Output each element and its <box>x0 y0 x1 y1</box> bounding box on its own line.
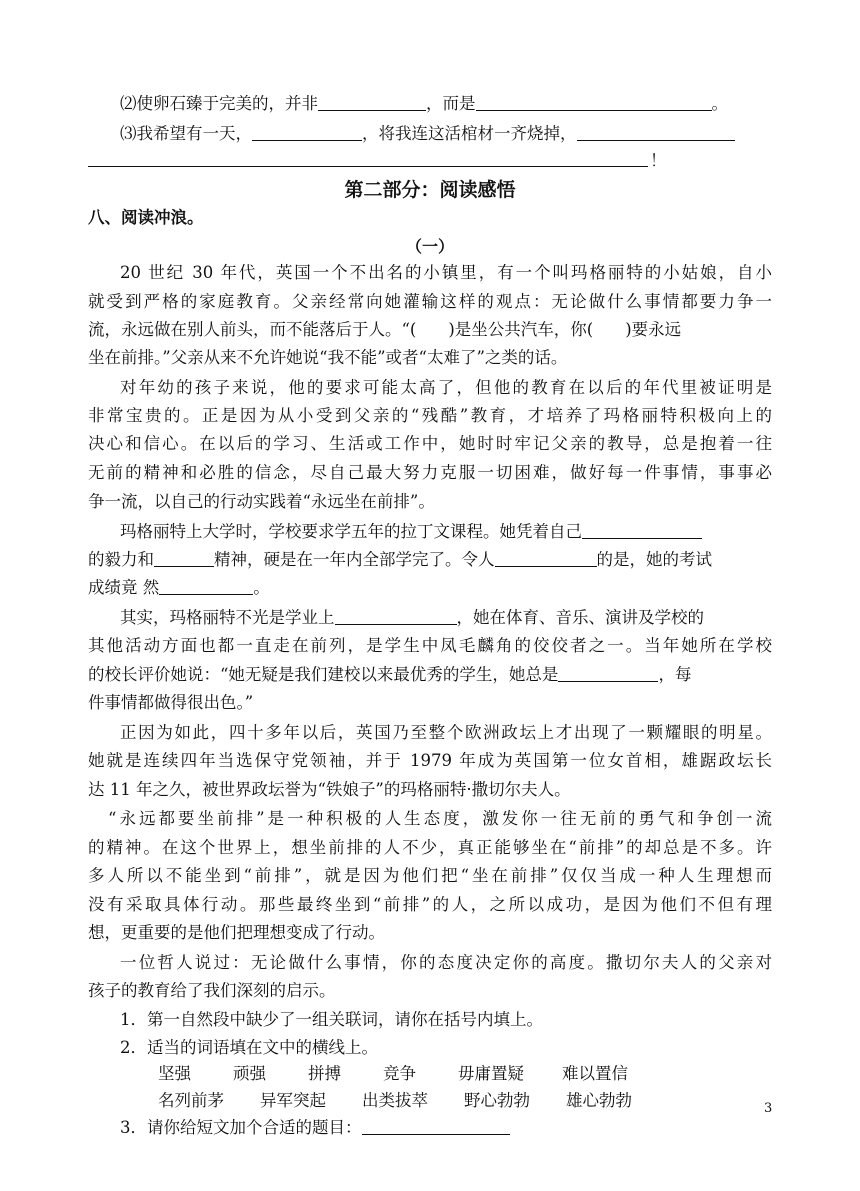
word-bank-item: 坚强 <box>158 1064 191 1083</box>
paragraph-1-line: 就受到严格的家庭教育。父亲经常向她灌输这样的观点：无论做什么事情都要力争一 <box>88 292 772 311</box>
paragraph-4-line: 的校长评价她说：“她无疑是我们建校以来最优秀的学生，她总是 ，每 <box>88 665 692 684</box>
fill-question-3: ⑶我希望有一天， ，将我连这活棺材一齐烧掉， <box>120 123 772 145</box>
paragraph-5-line: 正因为如此，四十多年以后，英国乃至整个欧洲政坛上才出现了一颗耀眼的明星。 <box>120 723 772 742</box>
answer-blank[interactable] <box>154 551 214 567</box>
answer-blank[interactable] <box>318 95 426 111</box>
word-bank-row-1 <box>158 1063 628 1085</box>
fill-question-2: ⑵使卵石臻于完美的，并非 ，而是 。 <box>120 94 728 113</box>
paragraph-2-line: 对年幼的孩子来说，他的要求可能太高了，但他的教育在以后的年代里被证明是 <box>120 378 772 397</box>
word-bank-item: 野心勃勃 <box>464 1091 530 1110</box>
question-2: 2．适当的词语填在文中的横线上。 <box>120 1038 378 1057</box>
answer-blank[interactable] <box>159 579 253 595</box>
paragraph-3-line: 成绩竟 然 。 <box>88 578 270 597</box>
word-bank-item: 异军突起 <box>260 1091 326 1110</box>
paragraph-4-line: 其实，玛格丽特不光是学业上 ，她在体育、音乐、演讲及学校的 <box>120 608 704 627</box>
passage-number: （一） <box>405 237 454 256</box>
word-bank-item: 拼搏 <box>308 1064 341 1083</box>
paragraph-4-line: 其他活动方面也都一直走在前列，是学生中凤毛麟角的佼佼者之一。当年她所在学校 <box>88 636 772 655</box>
paragraph-3-line: 的毅力和 精神，硬是在一年内全部学完了。令人 的是，她的考试 <box>88 550 712 569</box>
word-bank-item: 竞争 <box>383 1064 416 1083</box>
paragraph-7-line: 孩子的教育给了我们深刻的启示。 <box>88 981 336 1000</box>
question-3: 3．请你给短文加个合适的题目： <box>120 1117 772 1139</box>
title-answer-blank[interactable] <box>362 1119 510 1135</box>
paragraph-5-line: 达 11 年之久，被世界政坛誉为“铁娘子”的玛格丽特·撒切尔夫人。 <box>88 780 571 799</box>
paragraph-6-line: 多人所以不能坐到“前排”，就是因为他们把“坐在前排”仅仅当成一种人生理想而 <box>88 866 772 885</box>
paragraph-6-line: 的精神。在这个世界上，想坐前排的人不少，真正能够坐在“前排”的却总是不多。许 <box>88 838 772 857</box>
paragraph-7-line: 一位哲人说过：无论做什么事情，你的态度决定你的高度。撒切尔夫人的父亲对 <box>120 953 772 972</box>
paragraph-2-line: 非常宝贵的。正是因为从小受到父亲的“残酷”教育，才培养了玛格丽特积极向上的 <box>88 406 772 425</box>
answer-blank[interactable] <box>495 551 597 567</box>
paragraph-6-line: 没有采取具体行动。那些最终坐到“前排”的人，之所以成功，是因为他们不但有理 <box>88 895 772 914</box>
paragraph-1-line: 坐在前排。”父亲从来不允许她说“我不能”或者“太难了”之类的话。 <box>88 348 568 367</box>
paragraph-1-line: 流，永远做在别人前头，而不能落后于人。“( )是坐公共汽车，你( )要永远 <box>88 320 682 339</box>
section-title: 八、阅读冲浪。 <box>88 208 204 227</box>
part-title: 第二部分：阅读感悟 <box>344 179 516 201</box>
paragraph-6-line: “永远都要坐前排”是一种积极的人生态度，激发你一往无前的勇气和争创一流 <box>108 809 772 828</box>
word-bank-row-2 <box>158 1090 632 1112</box>
answer-blank[interactable] <box>577 125 735 141</box>
fill-question-3-end: ！ <box>650 151 667 170</box>
word-bank-item: 出类拔萃 <box>362 1091 428 1110</box>
answer-blank[interactable] <box>558 666 658 682</box>
paragraph-3-line: 玛格丽特上大学时，学校要求学五年的拉丁文课程。她凭着自己 <box>120 521 772 543</box>
answer-blank-line[interactable] <box>88 166 648 167</box>
paragraph-2-line: 争一流，以自己的行动实践着“永远坐在前排”。 <box>88 492 435 511</box>
word-bank-item: 顽强 <box>233 1064 266 1083</box>
word-bank-item: 毋庸置疑 <box>458 1064 524 1083</box>
word-bank-item: 雄心勃勃 <box>566 1091 632 1110</box>
answer-blank[interactable] <box>335 609 457 625</box>
paragraph-2-line: 无前的精神和必胜的信念，尽自己最大努力克服一切困难，做好每一件事情，事事必 <box>88 463 772 482</box>
paragraph-1-line: 20 世纪 30 年代，英国一个不出名的小镇里，有一个叫玛格丽特的小姑娘，自小 <box>120 263 772 282</box>
paragraph-4-line: 件事情都做得很出色。” <box>88 693 254 712</box>
answer-blank[interactable] <box>582 523 702 539</box>
paragraph-6-line: 想，更重要的是他们把理想变成了行动。 <box>88 923 385 942</box>
question-1: 1．第一自然段中缺少了一组关联词，请你在括号内填上。 <box>120 1010 543 1029</box>
word-bank-item: 名列前茅 <box>158 1091 224 1110</box>
page-number: 3 <box>764 1101 773 1116</box>
paragraph-5-line: 她就是连续四年当选保守党领袖，并于 1979 年成为英国第一位女首相，雄踞政坛长 <box>88 751 772 770</box>
paragraph-2-line: 决心和信心。在以后的学习、生活或工作中，她时时牢记父亲的教导，总是抱着一往 <box>88 434 772 453</box>
word-bank-item: 难以置信 <box>562 1064 628 1083</box>
answer-blank[interactable] <box>476 95 712 111</box>
answer-blank[interactable] <box>252 125 362 141</box>
